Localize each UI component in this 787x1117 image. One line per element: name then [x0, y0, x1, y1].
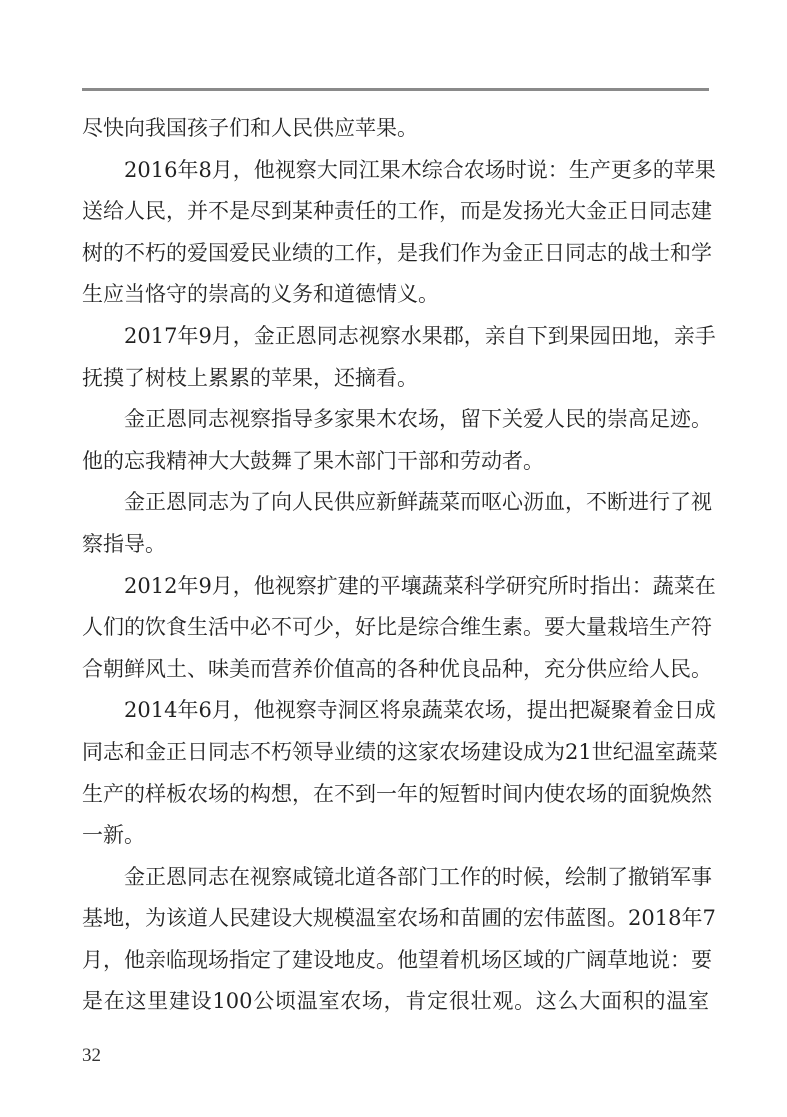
text-line: 尽快向我国孩子们和人民供应苹果。 — [82, 116, 418, 140]
text-line: 一新。 — [82, 823, 145, 848]
text-line: 合朝鲜风土、味美而营养价值高的各种优良品种，充分供应给人民。 — [82, 656, 712, 681]
text-line: 树的不朽的爱国爱民业绩的工作，是我们作为金正日同志的战士和学 — [82, 240, 712, 265]
text-line: 2017年9月，金正恩同志视察水果郡，亲自下到果园田地，亲手 — [124, 323, 716, 348]
text-line: 2016年8月，他视察大同江果木综合农场时说：生产更多的苹果 — [124, 157, 716, 182]
text-line: 生产的样板农场的构想，在不到一年的短暂时间内使农场的面貌焕然 — [82, 781, 712, 806]
text-line: 金正恩同志为了向人民供应新鲜蔬菜而呕心沥血，不断进行了视 — [124, 490, 712, 515]
page-number: 32 — [82, 1045, 101, 1066]
text-line: 抚摸了树枝上累累的苹果，还摘看。 — [82, 365, 418, 390]
text-line: 2012年9月，他视察扩建的平壤蔬菜科学研究所时指出：蔬菜在 — [124, 573, 716, 598]
text-line: 金正恩同志视察指导多家果木农场，留下关爱人民的崇高足迹。 — [124, 407, 712, 432]
text-line: 2014年6月，他视察寺洞区将泉蔬菜农场，提出把凝聚着金日成 — [124, 698, 716, 723]
text-line: 生应当恪守的崇高的义务和道德情义。 — [82, 282, 439, 307]
text-line: 月，他亲临现场指定了建设地皮。他望着机场区域的广阔草地说：要 — [82, 947, 712, 972]
body-text — [82, 108, 718, 1023]
text-line: 金正恩同志在视察咸镜北道各部门工作的时候，绘制了撤销军事 — [124, 864, 712, 889]
text-line: 察指导。 — [82, 531, 166, 556]
text-line: 是在这里建设100公顷温室农场，肯定很壮观。这么大面积的温室 — [82, 989, 709, 1014]
text-line: 他的忘我精神大大鼓舞了果木部门干部和劳动者。 — [82, 448, 544, 473]
text-line: 同志和金正日同志不朽领导业绩的这家农场建设成为21世纪温室蔬菜 — [82, 739, 718, 764]
text-line: 送给人民，并不是尽到某种责任的工作，而是发扬光大金正日同志建 — [82, 199, 712, 224]
top-rule — [82, 88, 709, 91]
text-line: 人们的饮食生活中必不可少，好比是综合维生素。要大量栽培生产符 — [82, 615, 712, 640]
text-line: 基地，为该道人民建设大规模温室农场和苗圃的宏伟蓝图。2018年7 — [82, 906, 716, 931]
